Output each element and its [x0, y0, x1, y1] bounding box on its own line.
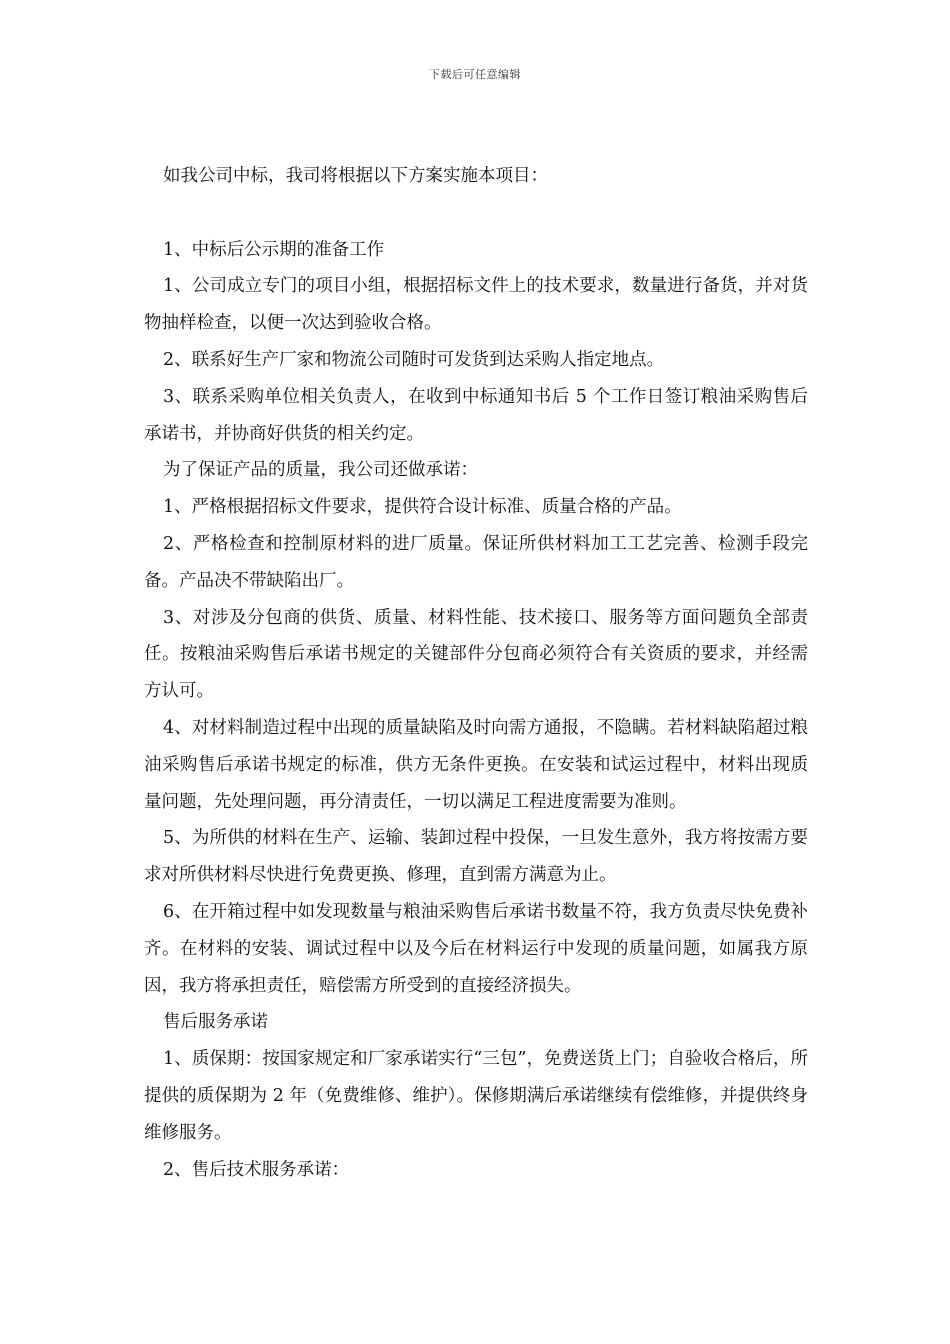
paragraph-warranty: 1、质保期：按国家规定和厂家承诺实行“三包”，免费送货上门；自验收合格后，所提供的质保期为 2 年（免费维修、维护）。保修期满后承诺继续有偿维修，并提供终身维修服务。	[144, 1049, 808, 1143]
paragraph-quality-1: 1、严格根据招标文件要求，提供符合设计标准、质量合格的产品。	[163, 497, 682, 518]
paragraph-contract-signing: 3、联系采购单位相关负责人，在收到中标通知书后 5 个工作日签订粮油采购售后承诺书，并协商好供货的相关约定。	[144, 386, 808, 444]
paragraph-quality-2: 2、严格检查和控制原材料的进厂质量。保证所供材料加工工艺完善、检测手段完备。产品决不带缺陷出厂。	[144, 533, 808, 591]
section-heading-quality: 为了保证产品的质量，我公司还做承诺：	[163, 460, 478, 481]
paragraph-project-team: 1、公司成立专门的项目小组，根据招标文件上的技术要求，数量进行备货，并对货物抽样检查，以便一次达到验收合格。	[144, 276, 808, 334]
document-body	[144, 158, 808, 1188]
paragraph-quality-5: 5、为所供的材料在生产、运输、装卸过程中投保，一旦发生意外，我方将按需方要求对所供材料尽快进行免费更换、修理，直到需方满意为止。	[144, 828, 808, 886]
section-heading-after-sales: 售后服务承诺	[163, 1012, 268, 1033]
paragraph-tech-service: 2、售后技术服务承诺：	[163, 1159, 350, 1180]
paragraph-quality-6: 6、在开箱过程中如发现数量与粮油采购售后承诺书数量不符，我方负责尽快免费补齐。在材料的安装、调试过程中以及今后在材料运行中发现的质量问题，如属我方原因，我方将承担责任，赔偿需方所受到的直接经济损失。	[144, 901, 808, 996]
intro-paragraph: 如我公司中标，我司将根据以下方案实施本项目：	[163, 166, 548, 186]
paragraph-quality-4: 4、对材料制造过程中出现的质量缺陷及时向需方通报，不隐瞒。若材料缺陷超过粮油采购售后承诺书规定的标准，供方无条件更换。在安装和试运过程中，材料出现质量问题，先处理问题，再分清责任，一切以满足工程进度需要为准则。	[144, 717, 808, 812]
paragraph-logistics: 2、联系好生产厂家和物流公司随时可发货到达采购人指定地点。	[163, 349, 665, 370]
page-header: 下载后可任意编辑	[429, 68, 521, 81]
paragraph-quality-3: 3、对涉及分包商的供货、质量、材料性能、技术接口、服务等方面问题负全部责任。按粮油采购售后承诺书规定的关键部件分包商必须符合有关资质的要求，并经需方认可。	[144, 607, 808, 702]
section-heading-preparation: 1、中标后公示期的准备工作	[163, 239, 385, 260]
